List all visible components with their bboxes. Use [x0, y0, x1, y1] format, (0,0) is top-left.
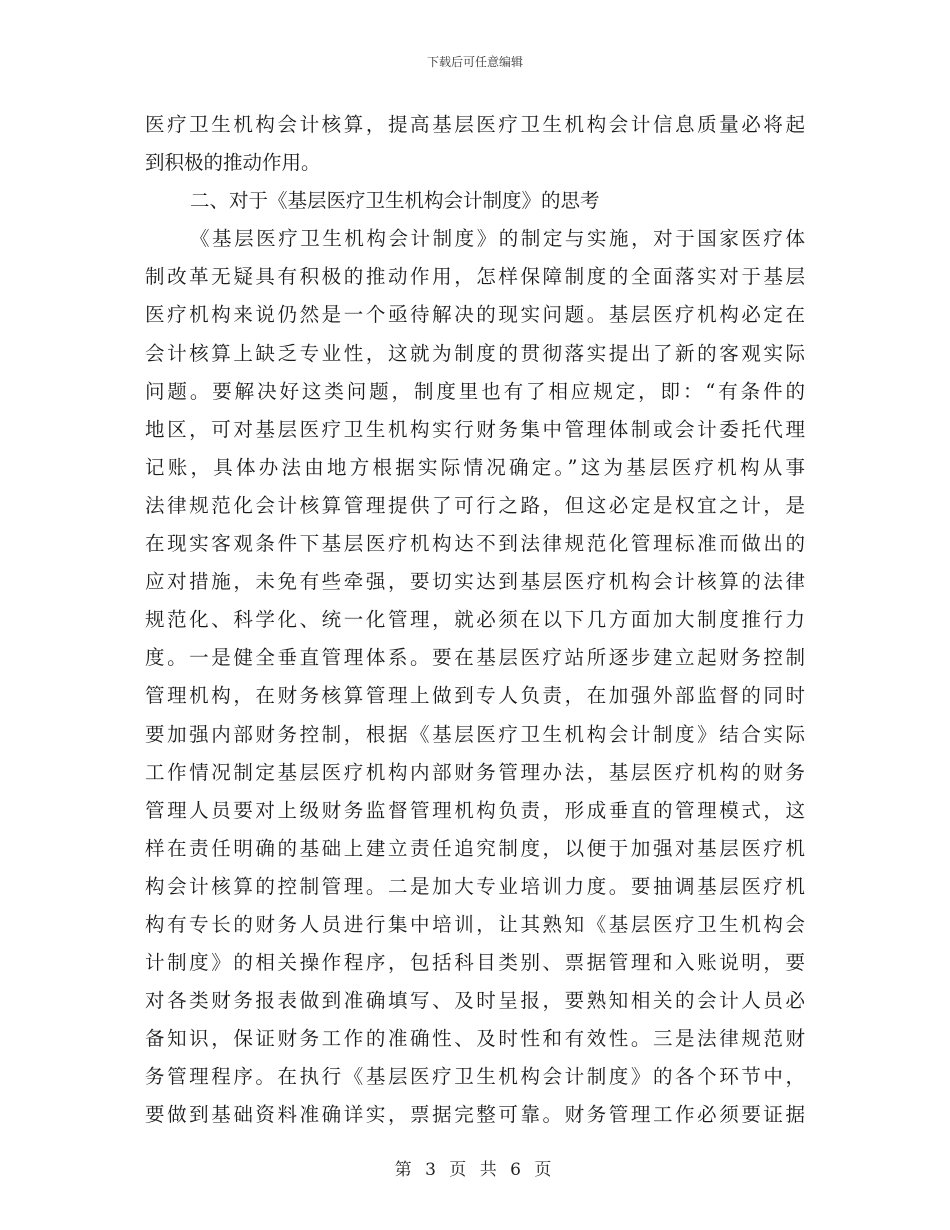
text-line: 备知识，保证财务工作的准确性、及时性和有效性。三是法律规范财 — [145, 1027, 805, 1051]
text-line: 要加强内部财务控制，根据《基层医疗卫生机构会计制度》结合实际 — [145, 722, 805, 746]
text-line: 对各类财务报表做到准确填写、及时呈报，要熟知相关的会计人员必 — [145, 989, 805, 1013]
text-line: 医疗机构来说仍然是一个亟待解决的现实问题。基层医疗机构必定在 — [145, 303, 805, 327]
text-line: 记账，具体办法由地方根据实际情况确定。”这为基层医疗机构从事 — [145, 455, 805, 479]
text-line: 《基层医疗卫生机构会计制度》的制定与实施，对于国家医疗体 — [190, 227, 805, 251]
text-line: 应对措施，未免有些牵强，要切实达到基层医疗机构会计核算的法律 — [145, 570, 805, 594]
text-line: 务管理程序。在执行《基层医疗卫生机构会计制度》的各个环节中， — [145, 1065, 805, 1089]
text-line: 样在责任明确的基础上建立责任追究制度，以便于加强对基层医疗机 — [145, 836, 805, 860]
text-line: 地区，可对基层医疗卫生机构实行财务集中管理体制或会计委托代理 — [145, 417, 805, 441]
text-line: 工作情况制定基层医疗机构内部财务管理办法，基层医疗机构的财务 — [145, 760, 805, 784]
page-header: 下载后可任意编辑 — [426, 55, 523, 69]
text-line: 制改革无疑具有积极的推动作用，怎样保障制度的全面落实对于基层 — [145, 265, 805, 289]
text-line: 计制度》的相关操作程序，包括科目类别、票据管理和入账说明，要 — [145, 951, 805, 975]
text-line: 问题。要解决好这类问题，制度里也有了相应规定，即：“有条件的 — [145, 379, 805, 403]
text-line: 在现实客观条件下基层医疗机构达不到法律规范化管理标准而做出的 — [145, 532, 805, 556]
body-text — [145, 106, 805, 1135]
text-line: 构会计核算的控制管理。二是加大专业培训力度。要抽调基层医疗机 — [145, 874, 805, 898]
text-line: 法律规范化会计核算管理提供了可行之路，但这必定是权宜之计，是 — [145, 493, 805, 517]
text-line: 规范化、科学化、统一化管理，就必须在以下几方面加大制度推行力 — [145, 608, 805, 632]
section-heading: 二、对于《基层医疗卫生机构会计制度》的思考 — [190, 189, 600, 213]
text-line: 管理人员要对上级财务监督管理机构负责，形成垂直的管理模式，这 — [145, 798, 805, 822]
text-line: 要做到基础资料准确详实，票据完整可靠。财务管理工作必须要证据 — [145, 1103, 805, 1127]
text-line: 医疗卫生机构会计核算，提高基层医疗卫生机构会计信息质量必将起 — [145, 113, 805, 136]
text-line: 构有专长的财务人员进行集中培训，让其熟知《基层医疗卫生机构会 — [145, 912, 805, 936]
page-footer: 第 3 页 共 6 页 — [394, 1160, 556, 1180]
text-line: 到积极的推动作用。 — [145, 151, 321, 175]
text-line: 管理机构，在财务核算管理上做到专人负责，在加强外部监督的同时 — [145, 684, 805, 708]
text-line: 度。一是健全垂直管理体系。要在基层医疗站所逐步建立起财务控制 — [145, 646, 805, 670]
text-line: 会计核算上缺乏专业性，这就为制度的贯彻落实提出了新的客观实际 — [145, 341, 805, 365]
